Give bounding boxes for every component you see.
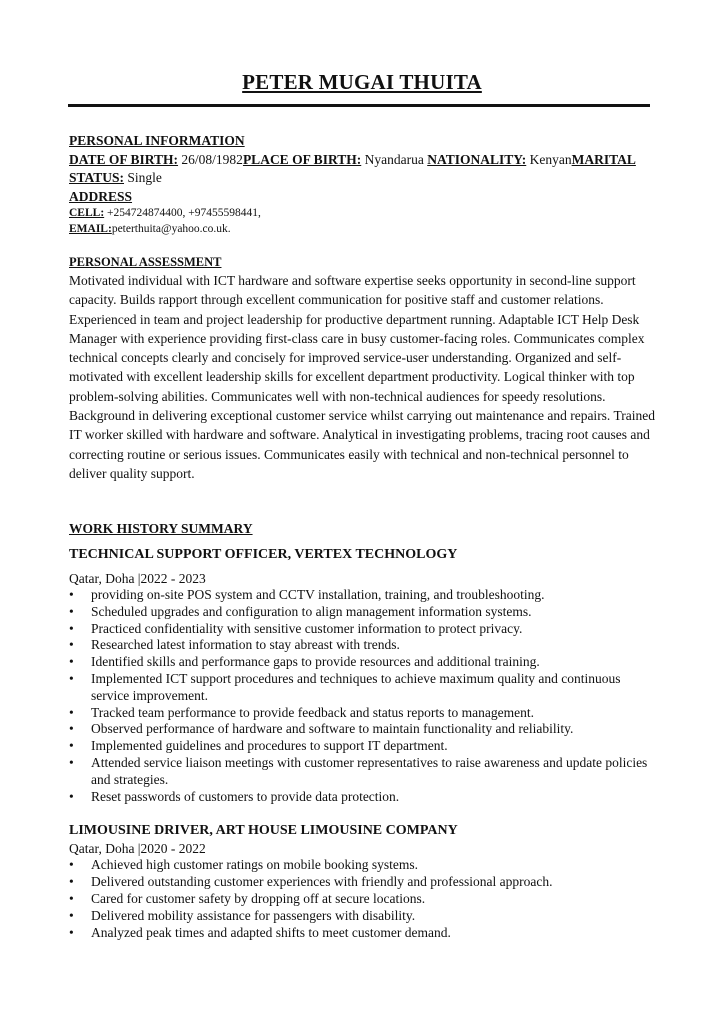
cell-label: CELL:: [69, 207, 105, 219]
cell-value: +254724874400, +97455598441,: [107, 207, 261, 219]
list-item: • Implemented guidelines and procedures to support IT department.: [69, 738, 659, 755]
list-item: • providing on-site POS system and CCTV installation, training, and troubleshooting.: [69, 587, 659, 604]
email-value: peterthuita@yahoo.co.uk.: [111, 223, 231, 235]
list-item: • Delivered mobility assistance for passengers with disability.: [69, 908, 659, 925]
job-meta: Qatar, Doha |2020 - 2022: [69, 841, 206, 857]
list-item: • Researched latest information to stay abreast with trends.: [69, 637, 659, 654]
list-item: • Attended service liaison meetings with customer representatives to raise awareness and update policies and strategies.: [69, 755, 659, 789]
nationality-label: NATIONALITY:: [427, 152, 527, 167]
job-title: TECHNICAL SUPPORT OFFICER, VERTEX TECHNOLOGY: [69, 547, 458, 562]
list-item: • Cared for customer safety by dropping off at secure locations.: [69, 891, 659, 908]
personal-assessment-heading: PERSONAL ASSESSMENT: [69, 255, 222, 269]
personal-information-heading: PERSONAL INFORMATION: [69, 133, 245, 148]
list-item: • Analyzed peak times and adapted shifts to meet customer demand.: [69, 925, 659, 942]
email-label: EMAIL:: [69, 223, 112, 235]
list-item: • Delivered outstanding customer experiences with friendly and professional approach.: [69, 874, 659, 891]
personal-assessment-text: Motivated individual with ICT hardware and software expertise seeks opportunity in second-line support capacity. Builds rapport through excellent communication for positive staff and customer relations. Experienced in team and project leadership for productive department running. Adaptable ICT Help Desk Manager with experience providing first-class care in busy customer-facing roles. Communicates complex technical concepts clearly and concisely for improved service-user understanding. Organized and self-motivated with excellent leadership skills for excellent department productivity. Logical thinker with top problem-solving abilities. Communicates well with non-technical audiences for speedy resolutions. Background in delivering exceptional customer service whilst carrying out maintenance and repairs. Trained IT worker skilled with hardware and software. Analytical in investigating problems, tracing root causes and correcting routine or serious issues. Communicates easily with technical and non-technical personnel to deliver quality support.: [69, 273, 655, 481]
list-item: • Scheduled upgrades and configuration to align management information systems.: [69, 604, 659, 621]
job-entry: [69, 822, 659, 941]
candidate-name: PETER MUGAI THUITA: [242, 70, 482, 94]
list-item: • Reset passwords of customers to provide data protection.: [69, 789, 659, 806]
list-item: • Practiced confidentiality with sensitive customer information to protect privacy.: [69, 621, 659, 638]
dob-value: 26/08/1982: [181, 152, 243, 167]
personal-details: [69, 151, 659, 187]
list-item: • Tracked team performance to provide feedback and status reports to management.: [69, 705, 659, 722]
personal-information-section: [69, 132, 659, 237]
pob-label: PLACE OF BIRTH:: [242, 152, 362, 167]
address-heading: ADDRESS: [69, 189, 133, 204]
job-bullets: [69, 857, 659, 941]
list-item: • Achieved high customer ratings on mobile booking systems.: [69, 857, 659, 874]
title-divider: [68, 104, 650, 107]
marital-label: MARITAL STATUS:: [69, 152, 636, 185]
email-line: [69, 221, 659, 237]
list-item: • Implemented ICT support procedures and techniques to achieve maximum quality and continuous service improvement.: [69, 671, 659, 705]
dob-label: DATE OF BIRTH:: [69, 152, 179, 167]
work-history-section: [69, 520, 659, 941]
list-item: • Identified skills and performance gaps to provide resources and additional training.: [69, 654, 659, 671]
cell-line: [69, 205, 659, 221]
job-entry: [69, 546, 659, 805]
job-bullets: [69, 587, 659, 805]
nationality-value: Kenyan: [529, 152, 572, 167]
marital-value: Single: [127, 170, 162, 185]
list-item: • Observed performance of hardware and software to maintain functionality and reliability.: [69, 721, 659, 738]
job-meta: Qatar, Doha |2022 - 2023: [69, 571, 206, 586]
job-title: LIMOUSINE DRIVER, ART HOUSE LIMOUSINE COMPANY: [69, 823, 458, 839]
work-history-heading: WORK HISTORY SUMMARY: [69, 521, 253, 536]
personal-assessment-section: [69, 254, 659, 483]
pob-value: Nyandarua: [364, 152, 424, 167]
